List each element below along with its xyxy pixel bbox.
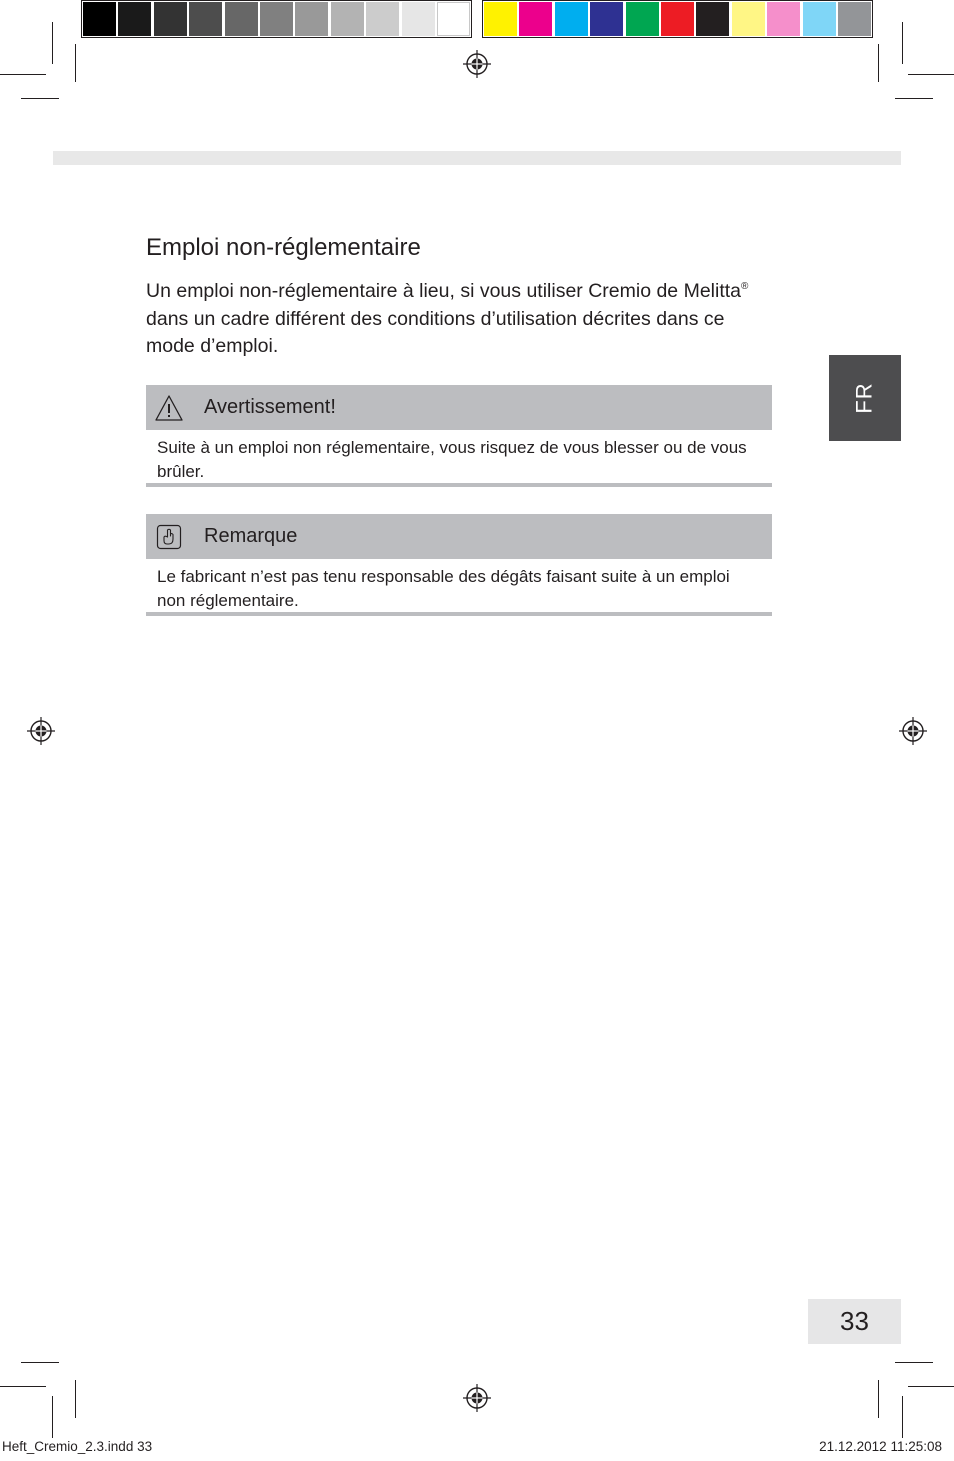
- note-box: [146, 514, 772, 616]
- pointing-hand-icon: [154, 522, 184, 552]
- grayscale-swatch: [437, 2, 470, 36]
- crop-mark: [908, 1386, 954, 1387]
- color-swatch: [590, 2, 623, 36]
- registration-mark-icon: [27, 717, 55, 745]
- color-swatch: [838, 2, 871, 36]
- grayscale-swatch: [295, 2, 328, 36]
- crop-mark: [878, 1380, 879, 1418]
- grayscale-swatch: [118, 2, 151, 36]
- grayscale-swatch: [83, 2, 116, 36]
- crop-mark: [878, 44, 879, 82]
- crop-mark: [75, 1380, 76, 1418]
- slug-filename: Heft_Cremio_2.3.indd 33: [2, 1439, 153, 1454]
- crop-mark: [908, 74, 954, 75]
- section-title: Emploi non-réglementaire: [146, 234, 421, 261]
- warning-box: [146, 385, 772, 487]
- note-text: Le fabricant n’est pas tenu responsable des dégâts faisant suite à un emploi non réglementaire.: [157, 567, 730, 610]
- warning-heading: Avertissement!: [204, 396, 336, 418]
- crop-mark: [21, 1362, 59, 1363]
- registered-mark: ®: [741, 281, 749, 292]
- grayscale-swatch: [331, 2, 364, 36]
- grayscale-swatch: [225, 2, 258, 36]
- warning-rule: [146, 483, 772, 487]
- grayscale-swatch: [189, 2, 222, 36]
- color-swatch: [803, 2, 836, 36]
- crop-mark: [902, 22, 903, 64]
- crop-mark: [0, 1386, 46, 1387]
- header-rule: [53, 151, 901, 165]
- color-swatch: [626, 2, 659, 36]
- language-tab: [829, 355, 901, 441]
- crop-mark: [52, 1396, 53, 1438]
- language-tab-label: FR: [851, 382, 877, 414]
- warning-triangle-icon: [154, 393, 184, 423]
- slug-datetime: 21.12.2012 11:25:08: [819, 1439, 942, 1454]
- grayscale-swatch: [154, 2, 187, 36]
- warning-text: Suite à un emploi non réglementaire, vous risquez de vous blesser ou de vous brûler.: [157, 438, 747, 481]
- color-swatch: [661, 2, 694, 36]
- note-heading: Remarque: [204, 525, 298, 547]
- crop-mark: [895, 1362, 933, 1363]
- registration-mark-icon: [463, 1384, 491, 1412]
- color-swatch: [767, 2, 800, 36]
- registration-mark-icon: [899, 717, 927, 745]
- crop-mark: [52, 22, 53, 64]
- grayscale-swatch: [260, 2, 293, 36]
- intro-text-part2: dans un cadre différent des conditions d’utilisation décrites dans ce mode d’emploi.: [146, 307, 725, 357]
- registration-mark-icon: [463, 50, 491, 78]
- note-header: [146, 514, 772, 559]
- color-swatch: [555, 2, 588, 36]
- color-swatch: [519, 2, 552, 36]
- grayscale-swatch: [402, 2, 435, 36]
- color-swatch: [732, 2, 765, 36]
- color-swatch: [696, 2, 729, 36]
- grayscale-swatch: [366, 2, 399, 36]
- crop-mark: [75, 44, 76, 82]
- crop-mark: [0, 74, 46, 75]
- color-swatch: [484, 2, 517, 36]
- intro-text-part1: Un emploi non-réglementaire à lieu, si vous utiliser Cremio de Melitta: [146, 280, 742, 302]
- crop-mark: [21, 98, 59, 99]
- warning-header: [146, 385, 772, 430]
- crop-mark: [895, 98, 933, 99]
- page-number: 33: [808, 1299, 901, 1344]
- intro-paragraph: [146, 278, 776, 361]
- crop-mark: [902, 1396, 903, 1438]
